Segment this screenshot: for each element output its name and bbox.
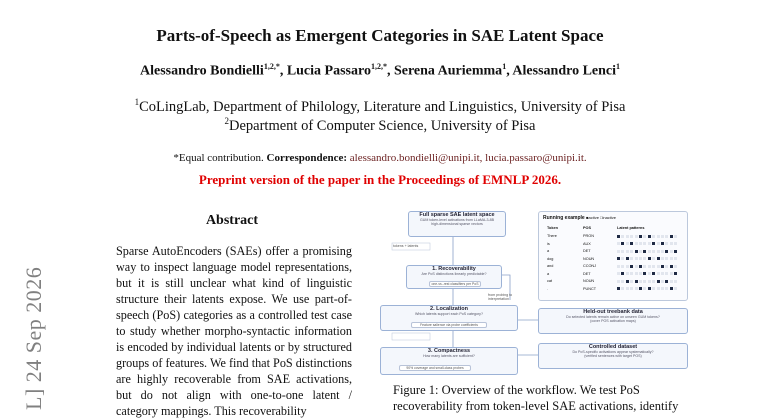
latent-cell: [652, 265, 655, 268]
latent-cell: [643, 235, 646, 238]
latent-cell: [648, 242, 651, 245]
latent-cell: [639, 257, 642, 260]
example-token: .: [547, 286, 549, 291]
latent-cell: [665, 242, 668, 245]
latent-cell: [661, 280, 664, 283]
example-token: a: [547, 271, 550, 276]
latent-cell: [617, 242, 620, 245]
latent-cell: [617, 280, 620, 283]
latent-cell: [674, 242, 677, 245]
latent-cell: [652, 280, 655, 283]
example-pos: DET: [583, 271, 591, 276]
latent-cell: [626, 272, 629, 275]
latent-cell: [674, 280, 677, 283]
step-compactness: 3. Compactness How many latents are sufficient? 90% coverage and small-class probes: [380, 347, 518, 375]
latent-cell: [630, 280, 633, 283]
affiliation-2: $^2$Department of Computer Science, University of Pisa: [224, 116, 536, 134]
latent-cell: [674, 235, 677, 238]
latent-cell: [643, 272, 646, 275]
latent-cell: [657, 287, 660, 290]
latent-cell: [630, 265, 633, 268]
latent-cell: [626, 235, 629, 238]
latent-cell: [674, 287, 677, 290]
example-token: dog: [547, 256, 554, 261]
latent-cell: [661, 250, 664, 253]
latent-cell: [635, 257, 638, 260]
latent-cell: [648, 257, 651, 260]
latent-cell: [665, 257, 668, 260]
latent-cell: [657, 235, 660, 238]
latent-cell: [670, 242, 673, 245]
affiliation-1: $^1$CoLingLab, Department of Philology, Literature and Linguistics, University of Pisa: [134, 97, 626, 115]
latent-cell: [648, 272, 651, 275]
latent-cell: [643, 250, 646, 253]
latent-cell: [643, 287, 646, 290]
latent-cell: [626, 250, 629, 253]
author-affiliation-mark: 1: [616, 62, 621, 71]
latent-cell: [661, 257, 664, 260]
example-pos: CCONJ: [583, 264, 597, 268]
latent-cell: [670, 272, 673, 275]
latent-cell: [652, 287, 655, 290]
input-label: tokens + latents: [393, 244, 419, 248]
latent-cell: [657, 265, 660, 268]
latent-cell: [665, 235, 668, 238]
latent-cell: [621, 280, 624, 283]
heldout-box: Held-out treebank data Do selected latents remain active on unseen GUM tokens? (cover POS activation maps): [538, 308, 688, 334]
latent-cell: [657, 257, 660, 260]
latent-cell: [643, 257, 646, 260]
latent-cell: [639, 250, 642, 253]
latent-cell: [665, 265, 668, 268]
latent-cell: [661, 272, 664, 275]
latent-cell: [617, 272, 620, 275]
step-recoverability: 1. Recoverability Are PoS distinctions linearly predictable? one-vs.-rest classifiers per PoS: [406, 265, 502, 289]
latent-cell: [635, 280, 638, 283]
latent-cell: [661, 235, 664, 238]
latent-cell: [648, 280, 651, 283]
latent-cell: [670, 280, 673, 283]
author-name: Serena Auriemma: [393, 63, 503, 79]
latent-cell: [665, 287, 668, 290]
latent-cell: [661, 265, 664, 268]
latent-cell: [652, 272, 655, 275]
latent-cell: [635, 250, 638, 253]
latent-cell: [621, 250, 624, 253]
latent-cell: [635, 287, 638, 290]
latent-cell: [648, 235, 651, 238]
paper-title: Parts-of-Speech as Emergent Categories in SAE Latent Space: [156, 26, 604, 45]
preprint-notice: Preprint version of the paper in the Proceedings of EMNLP 2026.: [198, 172, 562, 187]
example-pos: NOUN: [583, 256, 595, 261]
latent-cell: [674, 250, 677, 253]
latent-cell: [652, 242, 655, 245]
latent-cell: [626, 287, 629, 290]
latent-cell: [670, 235, 673, 238]
latent-cell: [665, 280, 668, 283]
latent-cell: [630, 235, 633, 238]
latent-cell: [648, 265, 651, 268]
latent-cell: [617, 287, 620, 290]
latent-cell: [626, 265, 629, 268]
latent-cell: [639, 287, 642, 290]
latent-cell: [648, 287, 651, 290]
latent-cell: [630, 257, 633, 260]
latent-cell: [635, 235, 638, 238]
example-token: There: [547, 234, 557, 238]
latent-cell: [635, 265, 638, 268]
latent-cell: [630, 250, 633, 253]
latent-cell: [630, 272, 633, 275]
latent-cell: [617, 257, 620, 260]
running-example-panel: Running example ■active □inactive Token POS Latent patterns There PRON is AUX a DET dog NOUN and CCONJ a DET cat NOUN . PUNCT: [538, 211, 688, 301]
example-pos: DET: [583, 249, 591, 253]
latent-cell: [661, 287, 664, 290]
latent-cell: [621, 265, 624, 268]
latent-cell: [635, 242, 638, 245]
latent-cell: [665, 272, 668, 275]
latent-cell: [657, 272, 660, 275]
example-pos: PUNCT: [583, 286, 597, 291]
latent-cell: [652, 257, 655, 260]
latent-cell: [652, 235, 655, 238]
latent-cell: [621, 235, 624, 238]
example-token: a: [547, 249, 550, 253]
latent-cell: [648, 250, 651, 253]
latent-cell: [657, 250, 660, 253]
latent-cell: [670, 287, 673, 290]
latent-cell: [665, 250, 668, 253]
latent-cell: [626, 280, 629, 283]
latent-cell: [657, 242, 660, 245]
author-list: Alessandro Bondielli$^{1,2,*}$, Lucia Passaro$^{1,2,*}$, Serena Auriemma$^1$, Alessandro Lenci$^1$: [139, 62, 621, 79]
latent-cell: [639, 242, 642, 245]
author-affiliation-mark: 1,2,*: [370, 62, 387, 71]
figure-1-workflow: [388, 205, 688, 377]
latent-cell: [639, 280, 642, 283]
latent-cell: [621, 272, 624, 275]
latent-cell: [643, 242, 646, 245]
example-pos: AUX: [583, 241, 591, 246]
author-affiliation-mark: 1,2,*: [263, 62, 280, 71]
latent-cell: [657, 280, 660, 283]
latent-cell: [670, 265, 673, 268]
author-name: Lucia Passaro: [286, 63, 371, 79]
correspondence-emails[interactable]: alessandro.bondielli@unipi.it, lucia.passaro@unipi.it.: [349, 152, 587, 164]
latent-cell: [661, 242, 664, 245]
latent-cell: [674, 265, 677, 268]
example-pos: PRON: [583, 234, 594, 238]
latent-cell: [626, 242, 629, 245]
latent-cell: [670, 250, 673, 253]
latent-cell: [621, 242, 624, 245]
latent-cell: [670, 257, 673, 260]
author-name: Alessandro Lenci: [512, 63, 617, 79]
arxiv-stamp: L] 24 Sep 2026: [21, 266, 46, 410]
latent-cell: [626, 257, 629, 260]
latent-cell: [617, 265, 620, 268]
latent-cell: [635, 272, 638, 275]
author-name: Alessandro Bondielli: [139, 63, 264, 79]
controlled-box: Controlled dataset Do PoS-specific activations appear systematically? (verified sentences with target POS): [538, 343, 688, 369]
latent-cell: [674, 257, 677, 260]
latent-space-box: Full sparse SAE latent space GUM token-level activations from LLaMA-3-8B high-dimensional sparse vectors: [408, 211, 506, 237]
latent-cell: [674, 272, 677, 275]
example-token: cat: [547, 279, 553, 283]
abstract-heading: Abstract: [205, 213, 259, 228]
latent-cell: [643, 265, 646, 268]
latent-cell: [652, 250, 655, 253]
latent-cell: [617, 235, 620, 238]
latent-cell: [617, 250, 620, 253]
example-pos: NOUN: [583, 279, 595, 283]
figure-caption: Figure 1: Overview of the workflow. We test PoS recoverability from token-level SAE activations, identify: [393, 383, 679, 413]
latent-cell: [643, 280, 646, 283]
contribution-note: *Equal contribution. Correspondence: alessandro.bondielli@unipi.it, lucia.passaro@unipi.it.: [173, 152, 587, 164]
latent-cell: [639, 235, 642, 238]
example-token: is: [547, 241, 550, 246]
latent-cell: [639, 265, 642, 268]
author-affiliation-mark: 1: [502, 62, 507, 71]
latent-cell: [630, 287, 633, 290]
step-localization: 2. Localization Which latents support each PoS category? Feature salience via probe coefficients: [380, 305, 518, 331]
latent-cell: [621, 257, 624, 260]
side-note: from probing to interpretation: [488, 293, 513, 301]
abstract-body: Sparse AutoEncoders (SAEs) offer a promising way to inspect language model representations, but it is still unclear what kind of linguistic structure their latents expose. We use part-of-speech (PoS) categories as a controlled test case to study whether morpho-syntactic information is encoded by individual latents or by structured groups of features. We find that PoS distinctions are highly recoverable from SAE activations, but do not align with one-to-one latent / category mappings. This recoverability: [116, 244, 352, 418]
latent-cell: [630, 242, 633, 245]
latent-cell: [621, 287, 624, 290]
latent-cell: [639, 272, 642, 275]
example-token: and: [547, 264, 554, 268]
